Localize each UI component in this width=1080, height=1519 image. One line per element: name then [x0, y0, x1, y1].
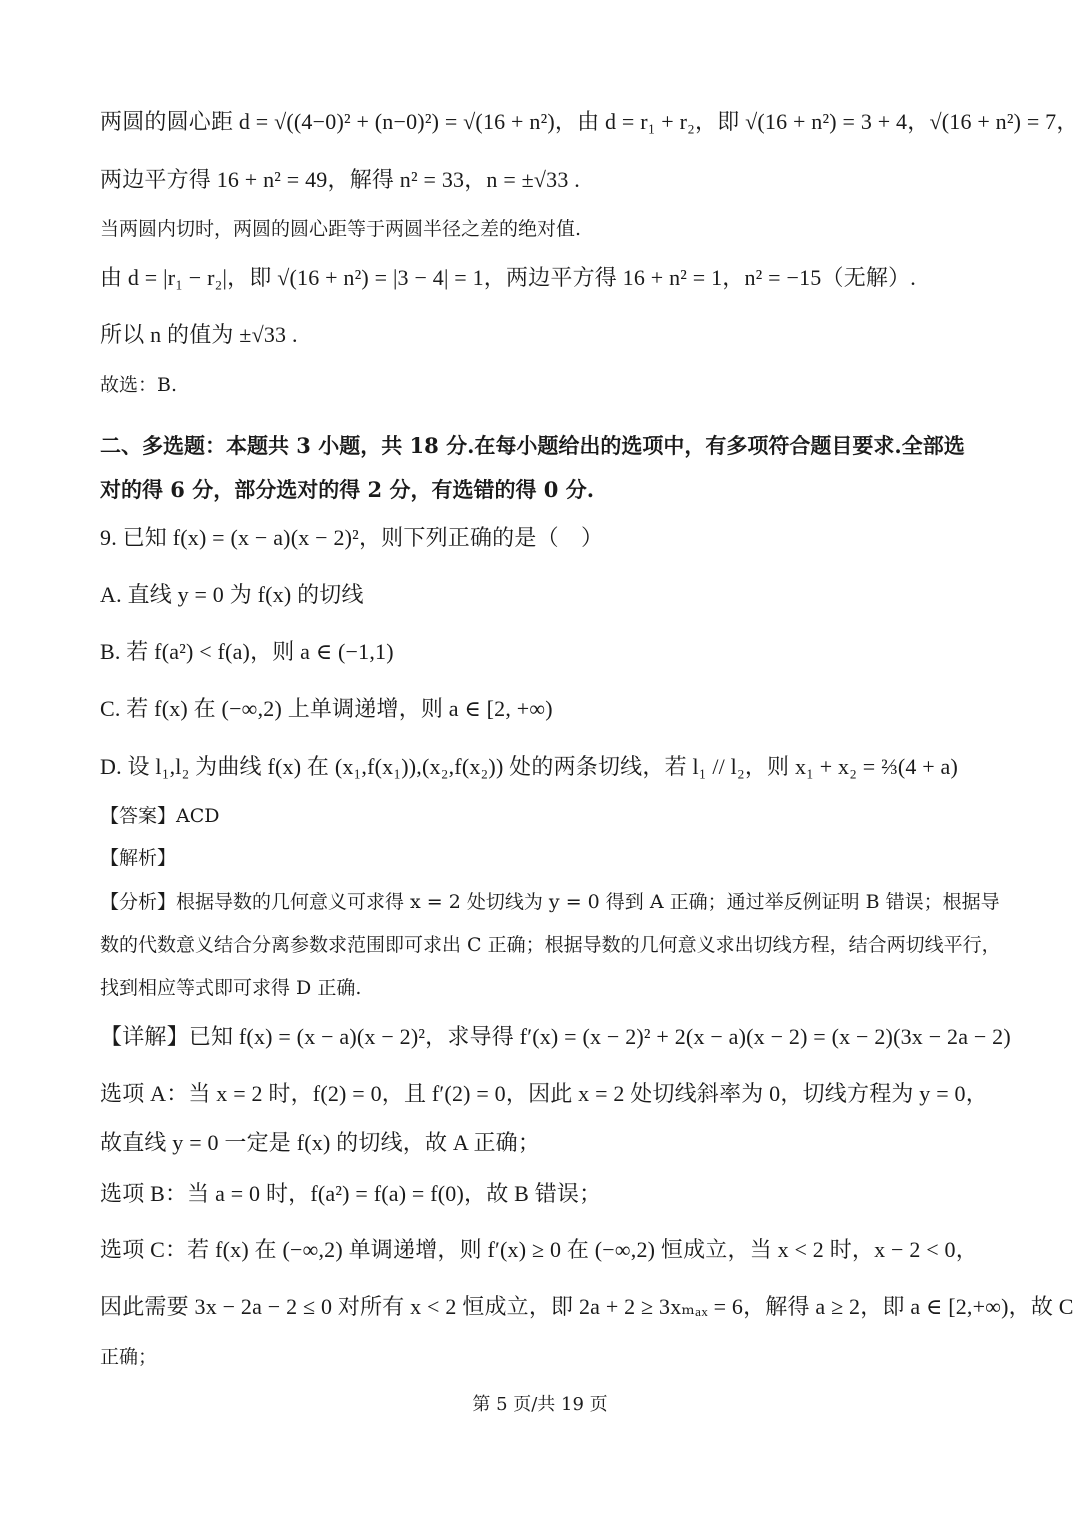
section-heading: 对的得 6 分，部分选对的得 2 分，有选错的得 0 分.	[100, 477, 595, 502]
text-line: 当两圆内切时，两圆的圆心距等于两圆半径之差的绝对值.	[100, 218, 582, 240]
option-a: A. 直线 y = 0 为 f(x) 的切线	[100, 582, 364, 607]
detail-line: 正确；	[100, 1346, 158, 1368]
detail-line: 选项 A：当 x = 2 时，f(2) = 0，且 f′(2) = 0，因此 x = 2 处切线斜率为 0，切线方程为 y = 0，	[100, 1081, 988, 1106]
option-b: B. 若 f(a²) < f(a)，则 a ∈ (−1,1)	[100, 639, 394, 664]
analysis-line: 找到相应等式即可求得 D 正确.	[100, 977, 362, 999]
text-line: 所以 n 的值为 ±√33 .	[100, 322, 298, 347]
analysis-line: 【分析】根据导数的几何意义可求得 x = 2 处切线为 y = 0 得到 A 正确；通过举反例证明 B 错误；根据导	[100, 891, 1000, 913]
detail-line: 选项 C：若 f(x) 在 (−∞,2) 单调递增，则 f′(x) ≥ 0 在 (−∞,2) 恒成立，当 x < 2 时，x − 2 < 0，	[100, 1237, 978, 1262]
question-stem: 9. 已知 f(x) = (x − a)(x − 2)²，则下列正确的是（ ）	[100, 525, 604, 550]
text-line: 两圆的圆心距 d = √((4−0)² + (n−0)²) = √(16 + n²)，由 d = r₁ + r₂，即 √(16 + n²) = 3 + 4，√(16 + n²) = 7，	[100, 109, 1079, 134]
answer-line: 【答案】ACD	[100, 805, 220, 827]
detail-line: 【详解】已知 f(x) = (x − a)(x − 2)²，求导得 f′(x) = (x − 2)² + 2(x − a)(x − 2) = (x − 2)(3x − 2a − 2)	[100, 1024, 1011, 1049]
text-line: 两边平方得 16 + n² = 49，解得 n² = 33，n = ±√33 .	[100, 167, 580, 192]
page-footer: 第 5 页/共 19 页	[472, 1394, 608, 1415]
detail-line: 选项 B：当 a = 0 时，f(a²) = f(a) = f(0)，故 B 错误；	[100, 1181, 602, 1206]
option-d: D. 设 l₁,l₂ 为曲线 f(x) 在 (x₁,f(x₁)),(x₂,f(x₂)) 处的两条切线，若 l₁ // l₂，则 x₁ + x₂ = ⅔(4 + a)	[100, 754, 959, 779]
analysis-label: 【解析】	[100, 847, 177, 869]
analysis-line: 数的代数意义结合分离参数求范围即可求出 C 正确；根据导数的几何意义求出切线方程，结合两切线平行，	[100, 934, 1001, 956]
text-line: 故选：B.	[100, 374, 178, 396]
text-line: 由 d = |r₁ − r₂|，即 √(16 + n²) = |3 − 4| = 1，两边平方得 16 + n² = 1，n² = −15（无解）.	[100, 265, 916, 290]
detail-line: 故直线 y = 0 一定是 f(x) 的切线，故 A 正确；	[100, 1130, 541, 1155]
option-c: C. 若 f(x) 在 (−∞,2) 上单调递增，则 a ∈ [2, +∞)	[100, 696, 553, 721]
detail-line: 因此需要 3x − 2a − 2 ≤ 0 对所有 x < 2 恒成立，即 2a + 2 ≥ 3xₘₐₓ = 6，解得 a ≥ 2，即 a ∈ [2,+∞)，故 C	[100, 1294, 1074, 1319]
section-heading: 二、多选题：本题共 3 小题，共 18 分.在每小题给出的选项中，有多项符合题目要求.全部选	[100, 433, 965, 458]
